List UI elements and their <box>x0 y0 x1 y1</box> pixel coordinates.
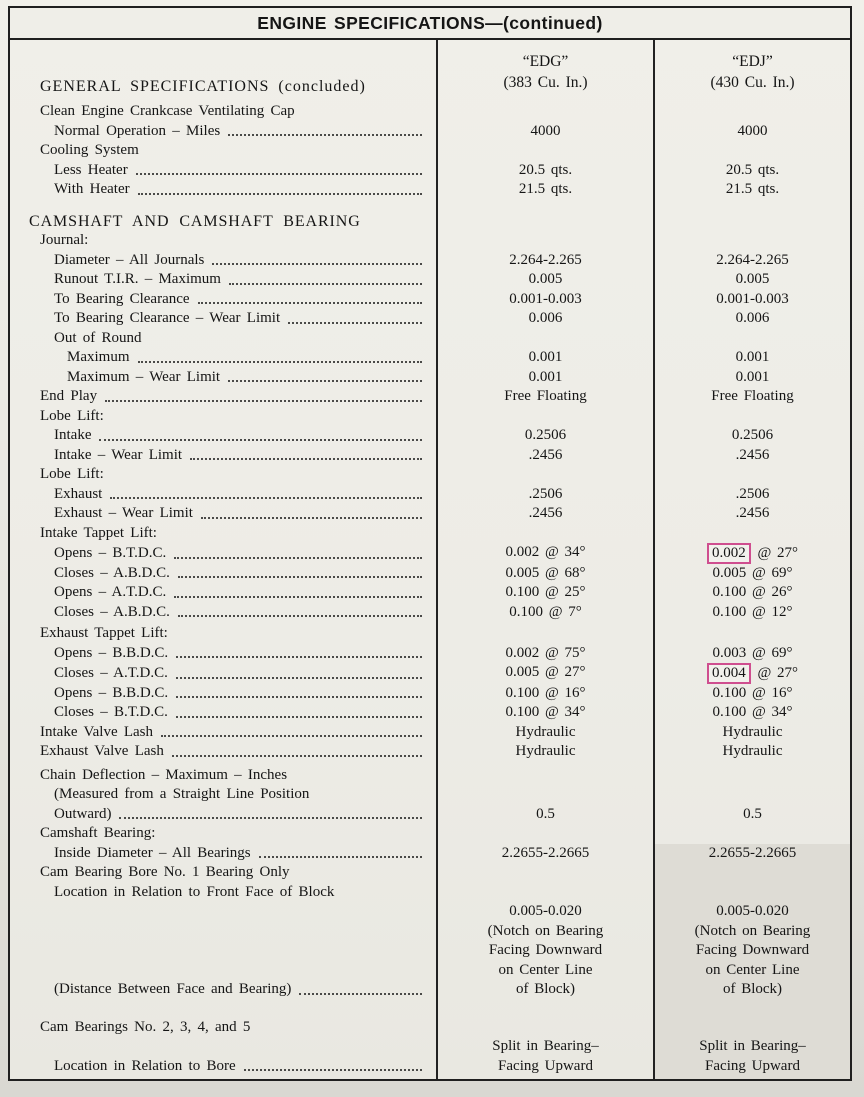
value-line: Facing Upward <box>705 1057 800 1074</box>
edj-value-cell <box>653 102 850 122</box>
edj-value-cell <box>653 1037 850 1076</box>
edg-value-cell: 0.100 @ 16° <box>436 684 653 704</box>
edg-displacement: (383 Cu. In.) <box>503 74 588 91</box>
edg-value-cell <box>436 200 653 232</box>
spec-label-cell <box>10 883 436 903</box>
edj-value-cell <box>653 762 850 786</box>
spec-row <box>10 805 850 825</box>
edg-value-cell <box>436 883 653 903</box>
dot-leader <box>172 755 422 757</box>
highlight-box: 0.002 <box>707 543 751 564</box>
value-line: 0.005-0.020 <box>509 903 582 919</box>
spec-row <box>10 742 850 762</box>
spec-label: CAMSHAFT AND CAMSHAFT BEARING <box>29 212 361 230</box>
spec-row <box>10 270 850 290</box>
spec-label: Cooling System <box>40 142 139 158</box>
spec-label: Intake <box>54 427 92 443</box>
dot-leader <box>99 439 422 441</box>
spec-label-cell <box>10 644 436 664</box>
spec-sheet <box>8 6 852 1081</box>
spec-row <box>10 863 850 883</box>
edj-value-cell <box>653 200 850 232</box>
spec-row <box>10 703 850 723</box>
spec-label: Out of Round <box>54 329 142 346</box>
spec-label-cell <box>10 622 436 644</box>
edj-value-cell <box>653 1000 850 1038</box>
dot-leader <box>176 716 422 718</box>
value-line: (Notch on Bearing <box>487 922 604 939</box>
edj-value-cell: Hydraulic <box>653 723 850 743</box>
edg-value-cell: .2456 <box>436 446 653 466</box>
spec-row <box>10 141 850 161</box>
edg-value-cell <box>436 785 653 805</box>
edg-value-cell: 0.005 @ 68° <box>436 564 653 584</box>
spec-row <box>10 387 850 407</box>
value-line: Facing Downward <box>488 942 603 958</box>
spec-row <box>10 824 850 844</box>
spec-row <box>10 785 850 805</box>
spec-label: Inside Diameter – All Bearings <box>54 844 251 861</box>
spec-label-cell <box>10 723 436 743</box>
dot-leader <box>174 596 422 598</box>
edg-value-cell: Hydraulic <box>436 723 653 743</box>
spec-label-cell <box>10 446 436 466</box>
edj-value-cell: 0.003 @ 69° <box>653 644 850 664</box>
edj-displacement: (430 Cu. In.) <box>710 74 795 91</box>
edg-value-cell <box>436 465 653 485</box>
spec-row <box>10 1000 850 1038</box>
edg-value-cell: 2.264-2.265 <box>436 251 653 271</box>
edg-value-cell <box>436 231 653 251</box>
dot-leader <box>299 993 422 995</box>
spec-label: Journal: <box>40 232 89 248</box>
dot-leader <box>259 856 422 858</box>
edg-value-cell: 0.001 <box>436 348 653 368</box>
spec-label: Exhaust Valve Lash <box>40 743 164 759</box>
dot-leader <box>136 173 422 175</box>
spec-label-cell <box>10 465 436 485</box>
edj-value-cell: 0.5 <box>653 805 850 825</box>
spec-label: Maximum – Wear Limit <box>67 368 221 385</box>
spec-label-cell <box>10 703 436 723</box>
edg-value-cell: 0.001 <box>436 368 653 388</box>
spec-label-cell <box>10 200 436 232</box>
edg-value-cell: 0.100 @ 25° <box>436 583 653 603</box>
spec-row <box>10 200 850 232</box>
value-line: Facing Downward <box>695 942 810 958</box>
spec-label: Closes – A.B.D.C. <box>54 603 170 620</box>
edg-value-cell <box>436 622 653 644</box>
title-band <box>10 8 850 40</box>
spec-label: Clean Engine Crankcase Ventilating Cap <box>40 103 295 119</box>
page-title: ENGINE SPECIFICATIONS—(continued) <box>257 12 603 33</box>
edj-value-cell: Free Floating <box>653 387 850 407</box>
spec-label: Opens – A.T.D.C. <box>54 584 167 600</box>
spec-label-cell <box>10 1000 436 1038</box>
column-header-edg <box>436 40 653 102</box>
edj-value-cell: 21.5 qts. <box>653 180 850 200</box>
dot-leader <box>105 400 422 402</box>
edj-value-cell <box>653 883 850 903</box>
spec-label: To Bearing Clearance – Wear Limit <box>54 310 281 326</box>
edg-value-cell <box>436 863 653 883</box>
edg-value-cell <box>436 1000 653 1038</box>
edj-value-cell: .2456 <box>653 446 850 466</box>
spec-row <box>10 329 850 349</box>
spec-label: Lobe Lift: <box>40 407 104 424</box>
spec-label: Chain Deflection – Maximum – Inches <box>40 766 288 783</box>
spec-row <box>10 231 850 251</box>
spec-row <box>10 603 850 623</box>
edg-value-cell <box>436 1037 653 1076</box>
edj-value-cell: 0.001 <box>653 368 850 388</box>
dot-leader <box>174 557 422 559</box>
spec-label: Intake Tappet Lift: <box>40 524 157 541</box>
edg-value-cell: 2.2655-2.2665 <box>436 844 653 864</box>
spec-label-cell <box>10 844 436 864</box>
spec-label-cell <box>10 122 436 142</box>
dot-leader <box>201 517 422 519</box>
spec-row <box>10 723 850 743</box>
edj-value-cell: 0.100 @ 34° <box>653 703 850 723</box>
spec-label: End Play <box>40 388 98 404</box>
spec-row <box>10 102 850 122</box>
spec-label-cell <box>10 603 436 623</box>
spec-label-cell <box>10 270 436 290</box>
spec-row <box>10 1037 850 1076</box>
spec-label: With Heater <box>54 181 130 197</box>
edg-value-cell <box>436 824 653 844</box>
spec-label-cell <box>10 524 436 544</box>
edg-value-cell: 0.002 @ 34° <box>436 543 653 564</box>
value-line: on Center Line <box>705 961 800 978</box>
edj-value-cell: Hydraulic <box>653 742 850 762</box>
spec-label-cell <box>10 742 436 762</box>
spec-label: (Distance Between Face and Bearing) <box>54 981 292 997</box>
edj-value-cell <box>653 141 850 161</box>
edj-value-cell <box>653 329 850 349</box>
value-line: on Center Line <box>498 961 593 978</box>
spec-label-cell <box>10 141 436 161</box>
dot-leader <box>176 677 422 679</box>
edj-value-cell: 2.2655-2.2665 <box>653 844 850 864</box>
spec-row <box>10 684 850 704</box>
dot-leader <box>190 458 422 460</box>
value-line: of Block) <box>722 981 783 997</box>
spec-row <box>10 564 850 584</box>
spec-label: Opens – B.T.D.C. <box>54 545 167 561</box>
spec-label-cell <box>10 684 436 704</box>
spec-label: Lobe Lift: <box>40 466 104 482</box>
spec-label: Diameter – All Journals <box>54 251 205 268</box>
spec-label-cell <box>10 329 436 349</box>
spec-label: Runout T.I.R. – Maximum <box>54 271 221 287</box>
spec-row <box>10 543 850 564</box>
value-line: (Notch on Bearing <box>694 922 811 939</box>
spec-row <box>10 644 850 664</box>
spec-label: Closes – B.T.D.C. <box>54 704 168 720</box>
dot-leader <box>110 497 422 499</box>
spec-row <box>10 251 850 271</box>
general-specs-header: GENERAL SPECIFICATIONS (concluded) <box>40 78 366 95</box>
spec-label-cell <box>10 1037 436 1076</box>
edj-value-cell: 0.005 <box>653 270 850 290</box>
spec-label-cell <box>10 902 436 1000</box>
spec-label: Normal Operation – Miles <box>54 122 221 139</box>
spec-label: Maximum <box>67 349 130 365</box>
spec-row <box>10 161 850 181</box>
spec-row <box>10 504 850 524</box>
spec-label-cell <box>10 251 436 271</box>
spec-row <box>10 524 850 544</box>
spec-label: Opens – B.B.D.C. <box>54 684 169 701</box>
edg-value-cell: 20.5 qts. <box>436 161 653 181</box>
dot-leader <box>198 302 422 304</box>
table-filler-row <box>10 1076 850 1079</box>
spec-label-cell <box>10 180 436 200</box>
spec-label: Cam Bearing Bore No. 1 Bearing Only <box>40 864 290 880</box>
edj-value-cell: 4000 <box>653 122 850 142</box>
edg-value-cell <box>436 524 653 544</box>
spec-row <box>10 465 850 485</box>
spec-label-cell <box>10 805 436 825</box>
edg-value-cell: 4000 <box>436 122 653 142</box>
edj-value-cell: .2456 <box>653 504 850 524</box>
edj-value-cell <box>653 863 850 883</box>
spec-label: Closes – A.T.D.C. <box>54 665 168 681</box>
edj-value-cell: 0.002 @ 27° <box>653 543 850 564</box>
spec-label-cell <box>10 407 436 427</box>
edj-value-cell: 0.001 <box>653 348 850 368</box>
edj-value-cell: 0.004 @ 27° <box>653 663 850 684</box>
spec-row <box>10 368 850 388</box>
spec-label: Less Heater <box>54 161 128 178</box>
edj-value-cell: 0.005 @ 69° <box>653 564 850 584</box>
spec-label-cell <box>10 161 436 181</box>
spec-label: (Measured from a Straight Line Position <box>54 786 310 802</box>
spec-label: Intake Valve Lash <box>40 723 154 740</box>
edj-value-cell <box>653 902 850 1000</box>
spec-label: Intake – Wear Limit <box>54 446 183 463</box>
dot-leader <box>176 656 422 658</box>
spec-row <box>10 902 850 1000</box>
spec-row <box>10 663 850 684</box>
spec-row <box>10 290 850 310</box>
edg-value-cell <box>436 329 653 349</box>
edg-value-cell: 0.005 <box>436 270 653 290</box>
value-line: of Block) <box>515 981 576 997</box>
edj-value-cell: 0.100 @ 12° <box>653 603 850 623</box>
filler-edj-cell <box>653 1076 850 1079</box>
spec-label-cell <box>10 583 436 603</box>
spec-label-cell <box>10 426 436 446</box>
dot-leader <box>178 576 422 578</box>
column-header-edj <box>653 40 850 102</box>
spec-label: Closes – A.B.D.C. <box>54 564 170 581</box>
edg-value-cell: 0.002 @ 75° <box>436 644 653 664</box>
dot-leader <box>212 263 422 265</box>
spec-label-cell <box>10 231 436 251</box>
edg-value-cell <box>436 102 653 122</box>
dot-leader <box>119 817 422 819</box>
edg-value-cell: .2456 <box>436 504 653 524</box>
edg-value-cell: 0.100 @ 7° <box>436 603 653 623</box>
edg-value-cell: 0.006 <box>436 309 653 329</box>
dot-leader <box>138 361 423 363</box>
edj-value-cell <box>653 785 850 805</box>
value-line: Facing Upward <box>498 1057 593 1074</box>
spec-label-cell <box>10 863 436 883</box>
filler-label-cell <box>10 1076 436 1079</box>
dot-leader <box>228 134 422 136</box>
spec-row <box>10 446 850 466</box>
spec-label-cell <box>10 387 436 407</box>
dot-leader <box>244 1069 422 1071</box>
general-specs-header-cell <box>10 40 436 102</box>
spec-row <box>10 426 850 446</box>
edj-value-cell: .2506 <box>653 485 850 505</box>
spec-row <box>10 844 850 864</box>
edg-engine-code: “EDG” <box>522 53 569 70</box>
edj-value-cell: 0.2506 <box>653 426 850 446</box>
spec-label-cell <box>10 543 436 564</box>
spec-label-cell <box>10 564 436 584</box>
edj-value-cell <box>653 622 850 644</box>
edg-value-cell <box>436 141 653 161</box>
edj-value-cell: 2.264-2.265 <box>653 251 850 271</box>
edg-value-cell <box>436 762 653 786</box>
edj-value-cell <box>653 231 850 251</box>
edj-value-cell <box>653 524 850 544</box>
dot-leader <box>288 322 422 324</box>
edj-value-cell <box>653 824 850 844</box>
edg-value-cell: Free Floating <box>436 387 653 407</box>
spec-label: Exhaust <box>54 485 103 502</box>
edj-value-cell: 20.5 qts. <box>653 161 850 181</box>
dot-leader <box>178 615 422 617</box>
dot-leader <box>176 696 422 698</box>
edg-value-cell: 0.001-0.003 <box>436 290 653 310</box>
value-line: 0.005-0.020 <box>716 903 789 919</box>
spec-label: Opens – B.B.D.C. <box>54 644 169 661</box>
edg-value-cell: Hydraulic <box>436 742 653 762</box>
edj-value-cell: 0.100 @ 16° <box>653 684 850 704</box>
table-body <box>10 102 850 1079</box>
spec-row <box>10 622 850 644</box>
spec-label-cell <box>10 102 436 122</box>
spec-label: Location in Relation to Bore <box>54 1057 236 1074</box>
spec-row <box>10 180 850 200</box>
spec-label-cell <box>10 485 436 505</box>
edj-value-cell: 0.001-0.003 <box>653 290 850 310</box>
dot-leader <box>229 283 422 285</box>
dot-leader <box>161 735 422 737</box>
edg-value-cell <box>436 407 653 427</box>
spec-label: Location in Relation to Front Face of Block <box>54 883 335 900</box>
spec-label: Camshaft Bearing: <box>40 825 156 841</box>
spec-row <box>10 583 850 603</box>
edg-value-cell: 0.005 @ 27° <box>436 663 653 684</box>
spec-label-cell <box>10 368 436 388</box>
spec-label-cell <box>10 785 436 805</box>
filler-edg-cell <box>436 1076 653 1079</box>
edj-value-cell: 0.006 <box>653 309 850 329</box>
spec-label-cell <box>10 290 436 310</box>
spec-label: Exhaust – Wear Limit <box>54 505 193 521</box>
spec-label-cell <box>10 504 436 524</box>
edj-value-cell <box>653 407 850 427</box>
edj-value-cell: 0.100 @ 26° <box>653 583 850 603</box>
dot-leader <box>138 193 422 195</box>
spec-label-cell <box>10 824 436 844</box>
spec-label: To Bearing Clearance <box>54 290 190 307</box>
edg-value-cell: 21.5 qts. <box>436 180 653 200</box>
edj-value-cell <box>653 465 850 485</box>
spec-row <box>10 883 850 903</box>
edg-value-cell: 0.2506 <box>436 426 653 446</box>
spec-row <box>10 485 850 505</box>
edg-value-cell: 0.5 <box>436 805 653 825</box>
spec-row <box>10 407 850 427</box>
edj-engine-code: “EDJ” <box>732 53 773 70</box>
spec-label-cell <box>10 309 436 329</box>
spec-label-cell <box>10 762 436 786</box>
spec-row <box>10 309 850 329</box>
edg-value-cell <box>436 902 653 1000</box>
table-header-row <box>10 40 850 102</box>
spec-row <box>10 122 850 142</box>
value-line: Split in Bearing– <box>492 1038 599 1054</box>
spec-label: Cam Bearings No. 2, 3, 4, and 5 <box>40 1018 251 1035</box>
edg-value-cell: .2506 <box>436 485 653 505</box>
spec-label-cell <box>10 348 436 368</box>
spec-label: Outward) <box>54 805 112 822</box>
dot-leader <box>228 380 422 382</box>
value-line: Split in Bearing– <box>699 1038 806 1054</box>
spec-row <box>10 348 850 368</box>
edg-value-cell: 0.100 @ 34° <box>436 703 653 723</box>
spec-label-cell <box>10 663 436 684</box>
highlight-box: 0.004 <box>707 663 751 684</box>
spec-row <box>10 762 850 786</box>
spec-label: Exhaust Tappet Lift: <box>40 625 168 641</box>
